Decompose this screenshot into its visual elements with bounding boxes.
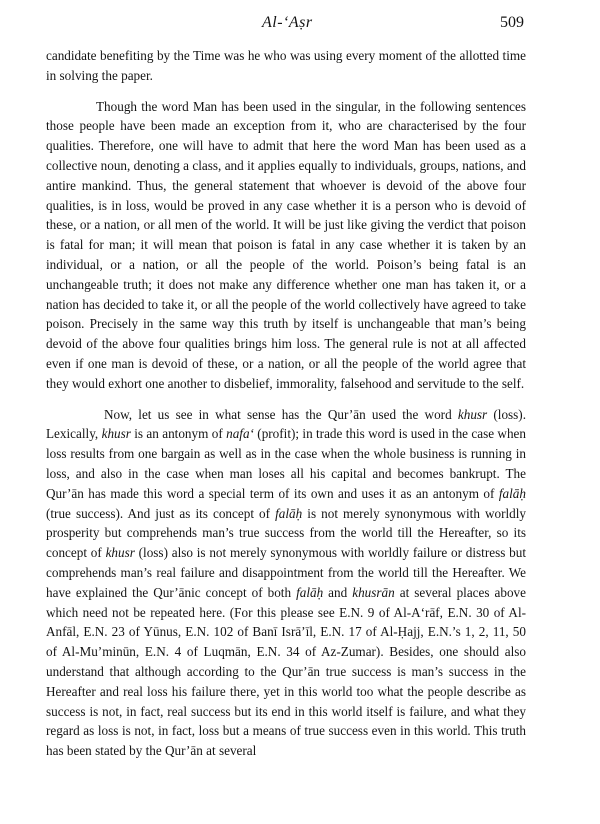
text-run: Though the word Man has been used in the singular, in the following sentences those people have been made an exception from it, who are characterised by the four qualities. Therefore, one will have to admit that here the word Man has been used as a collective noun, denoting a class, and it applies equally to individuals, groups, nations, and antire mankind. Thus, the general statement that whoever is devoid of the above four qualities, is in loss, would be proved in any case whether it is a person who is devoid of these, or a nation, or all men of the world. It will be just like giving the verdict that poison is fatal for man; it will mean that poison is fatal in any case whether it is taken by an individual, or a nation, or all the people of the world. Poison’s being fatal is an unchangeable truth; it does not make any difference whether one man has taken it, or a nation has decided to take it, or all the people of the world collectively have agreed to take poison. Precisely in the same way this truth by itself is unchangeable that man’s being devoid of the above four qualities brings him loss. The general rule is not at all affected even if one man is devoid of these, or a nation, or all the people of the world agree that they would exhort one another to disbelief, immorality, falsehood and servitude to the self. xyxy=(46,98,526,391)
italic-term: falāḥ xyxy=(498,485,526,501)
text-run: Now, let us see in what sense has the Qur’ān used the word xyxy=(104,406,458,422)
text-run: (loss). Lexically, xyxy=(46,406,526,442)
page-number: 509 xyxy=(500,14,524,31)
italic-term: khusrān xyxy=(352,584,395,600)
italic-term: khusr xyxy=(457,406,488,422)
italic-term: falāḥ xyxy=(296,584,324,600)
paragraph-collective-noun xyxy=(46,97,526,394)
italic-term: nafa‘ xyxy=(226,426,254,442)
paragraph-continuation xyxy=(46,46,526,86)
text-run: candidate benefiting by the Time was he who was using every moment of the allotted time in solving the paper. xyxy=(46,48,526,83)
text-run: (true success). And just as its concept of xyxy=(46,505,276,521)
body-text xyxy=(46,46,526,761)
italic-term: falāḥ xyxy=(275,505,303,521)
text-run: (profit); in trade this word is used in the case when loss results from one bargain as well as in the case when the whole business is running in loss, and also in the case when man loses all his capital and becomes bankrupt. The Qur’ān has made this word a special term of its own and uses it as an antonym of xyxy=(46,426,526,501)
italic-term: khusr xyxy=(101,426,131,442)
text-run: (loss) also is not merely synonymous with worldly failure or distress but comprehends man’s real failure and disappointment from the world till the Hereafter. We have explained the Qur’ānic concept of both xyxy=(46,545,526,600)
italic-term: khusr xyxy=(105,545,135,561)
text-run: is an antonym of xyxy=(130,426,227,442)
page-header xyxy=(0,14,600,36)
text-run: at several places above which need not be repeated here. (For this please see E.N. 9 of Al-A‘rāf, E.N. 30 of Al-Anfāl, E.N. 23 of Yūnus, E.N. 102 of Banī Isrā’īl, E.N. 17 of Al-Ḥajj, E.N.’s 1, 2, 11, 50 of Al-Mu’minūn, E.N. 4 of Luqmān, E.N. 34 of Az-Zumar). Besides, one should also understand that although according to the Qur’ān true success is man’s success in the Hereafter and real loss his failure there, yet in this world too what the people describe as success is not, in fact, real success but its end in this world itself is failure, and what they regard as loss is not, in fact, loss but a means of true success even in this world. This truth has been stated by the Qur’ān at several xyxy=(46,584,527,759)
paragraph-khusr-meaning xyxy=(46,405,526,761)
text-run: and xyxy=(323,584,353,600)
text-run: is not merely synonymous with worldly prosperity but comprehends man’s true success from the world till the Hereafter, so its concept of xyxy=(46,505,526,561)
running-title: Al-‘Aṣr xyxy=(262,14,313,31)
